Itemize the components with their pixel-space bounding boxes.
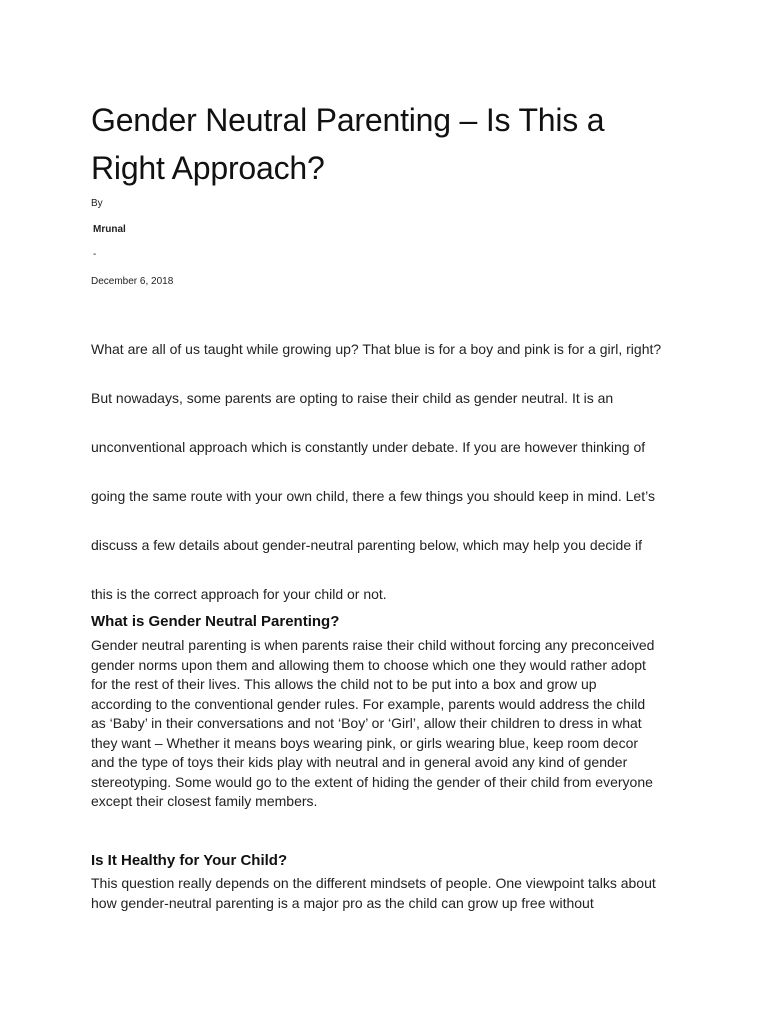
paragraph-line: for the rest of their lives. This allows the child not to be put into a box and grow up xyxy=(91,676,597,692)
intro-line: unconventional approach which is constantly under debate. If you are however thinking of xyxy=(91,439,646,455)
article-title-line-2: Right Approach? xyxy=(91,150,325,186)
intro-line: going the same route with your own child, there a few things you should keep in mind. Let’s xyxy=(91,488,655,504)
author-link[interactable]: Mrunal xyxy=(93,224,126,235)
meta-separator: - xyxy=(93,249,97,260)
paragraph-line: gender norms upon them and allowing them to choose which one they would rather adopt xyxy=(91,656,646,673)
publish-date: December 6, 2018 xyxy=(91,276,174,287)
article-title xyxy=(91,96,691,192)
paragraph-line: except their closest family members. xyxy=(91,793,318,809)
intro-line: this is the correct approach for your child or not. xyxy=(91,586,387,602)
section-paragraph-is-it-healthy xyxy=(91,874,691,913)
section-heading-what-is: What is Gender Neutral Parenting? xyxy=(91,613,340,630)
intro-paragraph xyxy=(91,325,691,619)
section-paragraph-what-is xyxy=(91,636,691,812)
paragraph-line: as ‘Baby’ in their conversations and not ‘Boy’ or ‘Girl’, allow their children to dress in what xyxy=(91,715,642,731)
byline-label: By xyxy=(91,198,103,209)
paragraph-line: how gender-neutral parenting is a major pro as the child can grow up free without xyxy=(91,894,594,911)
paragraph-line: This question really depends on the different mindsets of people. One viewpoint talks about xyxy=(91,875,656,891)
intro-line: What are all of us taught while growing up? That blue is for a boy and pink is for a girl, right? xyxy=(91,341,662,357)
paragraph-line: and the type of toys their kids play with neutral and in general avoid any kind of gender xyxy=(91,754,628,770)
intro-line: discuss a few details about gender-neutral parenting below, which may help you decide if xyxy=(91,537,642,553)
paragraph-line: Gender neutral parenting is when parents raise their child without forcing any preconceived xyxy=(91,637,655,653)
paragraph-line: stereotyping. Some would go to the extent of hiding the gender of their child from everyone xyxy=(91,773,653,790)
paragraph-line: they want – Whether it means boys wearing pink, or girls wearing blue, keep room decor xyxy=(91,734,639,751)
article-title-line-1: Gender Neutral Parenting – Is This a xyxy=(91,102,605,138)
paragraph-line: according to the conventional gender rules. For example, parents would address the child xyxy=(91,695,646,712)
intro-line: But nowadays, some parents are opting to raise their child as gender neutral. It is an xyxy=(91,390,614,406)
section-heading-is-it-healthy: Is It Healthy for Your Child? xyxy=(91,852,288,869)
